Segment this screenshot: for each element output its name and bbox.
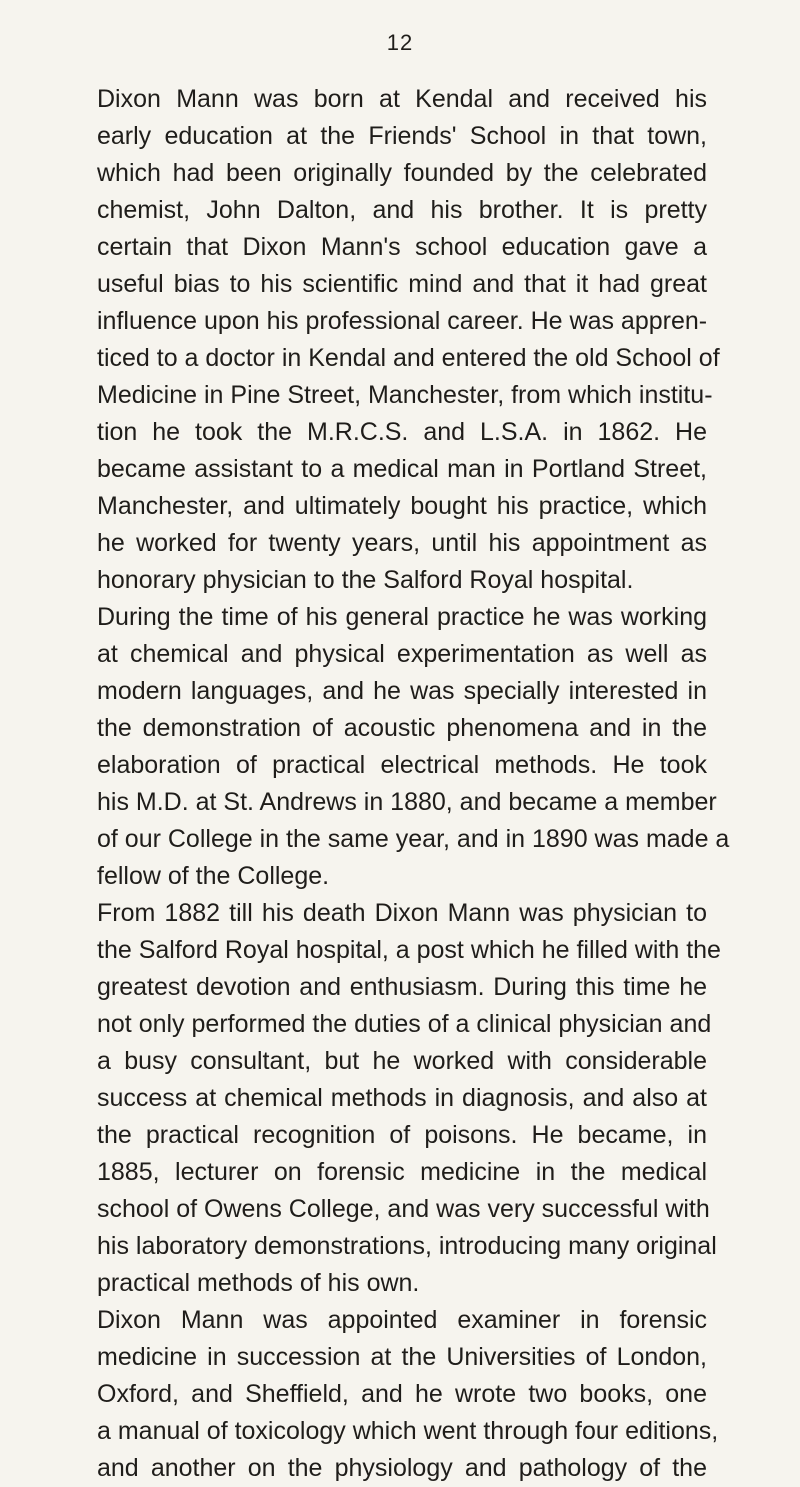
text-line: medicine in succession at the Universities of London, bbox=[97, 1343, 707, 1371]
text-line: tion he took the M.R.C.S. and L.S.A. in 1862. He bbox=[97, 418, 707, 446]
text-line: school of Owens College, and was very successful with bbox=[97, 1195, 710, 1223]
text-line: 1885, lecturer on forensic medicine in the medical bbox=[97, 1158, 707, 1186]
text-line: certain that Dixon Mann's school education gave a bbox=[97, 233, 707, 261]
text-line: a busy consultant, but he worked with considerable bbox=[97, 1047, 707, 1075]
text-line: During the time of his general practice he was working bbox=[97, 603, 707, 631]
text-line: at chemical and physical experimentation as well as bbox=[97, 640, 707, 668]
text-line: the practical recognition of poisons. He became, in bbox=[97, 1121, 707, 1149]
text-line: the Salford Royal hospital, a post which he filled with the bbox=[97, 936, 721, 964]
text-line: influence upon his professional career. He was appren- bbox=[97, 307, 708, 335]
text-line: Oxford, and Sheffield, and he wrote two books, one bbox=[97, 1380, 707, 1408]
text-line: of our College in the same year, and in 1890 was made a bbox=[97, 825, 730, 853]
text-line: a manual of toxicology which went through four editions, bbox=[97, 1417, 719, 1445]
text-line: which had been originally founded by the celebrated bbox=[97, 159, 707, 187]
text-line: and another on the physiology and pathology of the bbox=[97, 1454, 707, 1482]
text-line: honorary physician to the Salford Royal hospital. bbox=[97, 566, 634, 594]
text-line: greatest devotion and enthusiasm. During this time he bbox=[97, 973, 707, 1001]
text-line: Dixon Mann was born at Kendal and received his bbox=[97, 85, 707, 113]
page-number: 12 bbox=[386, 30, 414, 55]
text-line: early education at the Friends' School in that town, bbox=[97, 122, 707, 150]
text-line: modern languages, and he was specially interested in bbox=[97, 677, 707, 705]
text-line: From 1882 till his death Dixon Mann was physician to bbox=[97, 899, 707, 927]
text-line: he worked for twenty years, until his appointment as bbox=[97, 529, 707, 557]
text-line: Dixon Mann was appointed examiner in forensic bbox=[97, 1306, 707, 1334]
text-line: practical methods of his own. bbox=[97, 1269, 420, 1297]
text-line: Medicine in Pine Street, Manchester, from which institu- bbox=[97, 381, 713, 409]
text-line: ticed to a doctor in Kendal and entered the old School of bbox=[97, 344, 720, 372]
text-line: fellow of the College. bbox=[97, 862, 330, 890]
text-line: the demonstration of acoustic phenomena and in the bbox=[97, 714, 707, 742]
body-text bbox=[97, 81, 730, 1487]
text-line: his M.D. at St. Andrews in 1880, and became a member bbox=[97, 788, 717, 816]
text-line: useful bias to his scientific mind and that it had great bbox=[97, 270, 707, 298]
text-line: chemist, John Dalton, and his brother. It is pretty bbox=[97, 196, 707, 224]
text-line: not only performed the duties of a clinical physician and bbox=[97, 1010, 712, 1038]
text-line: Manchester, and ultimately bought his practice, which bbox=[97, 492, 707, 520]
text-line: elaboration of practical electrical methods. He took bbox=[97, 751, 707, 779]
text-line: became assistant to a medical man in Portland Street, bbox=[97, 455, 707, 483]
text-line: success at chemical methods in diagnosis, and also at bbox=[97, 1084, 707, 1112]
text-line: his laboratory demonstrations, introducing many original bbox=[97, 1232, 717, 1260]
